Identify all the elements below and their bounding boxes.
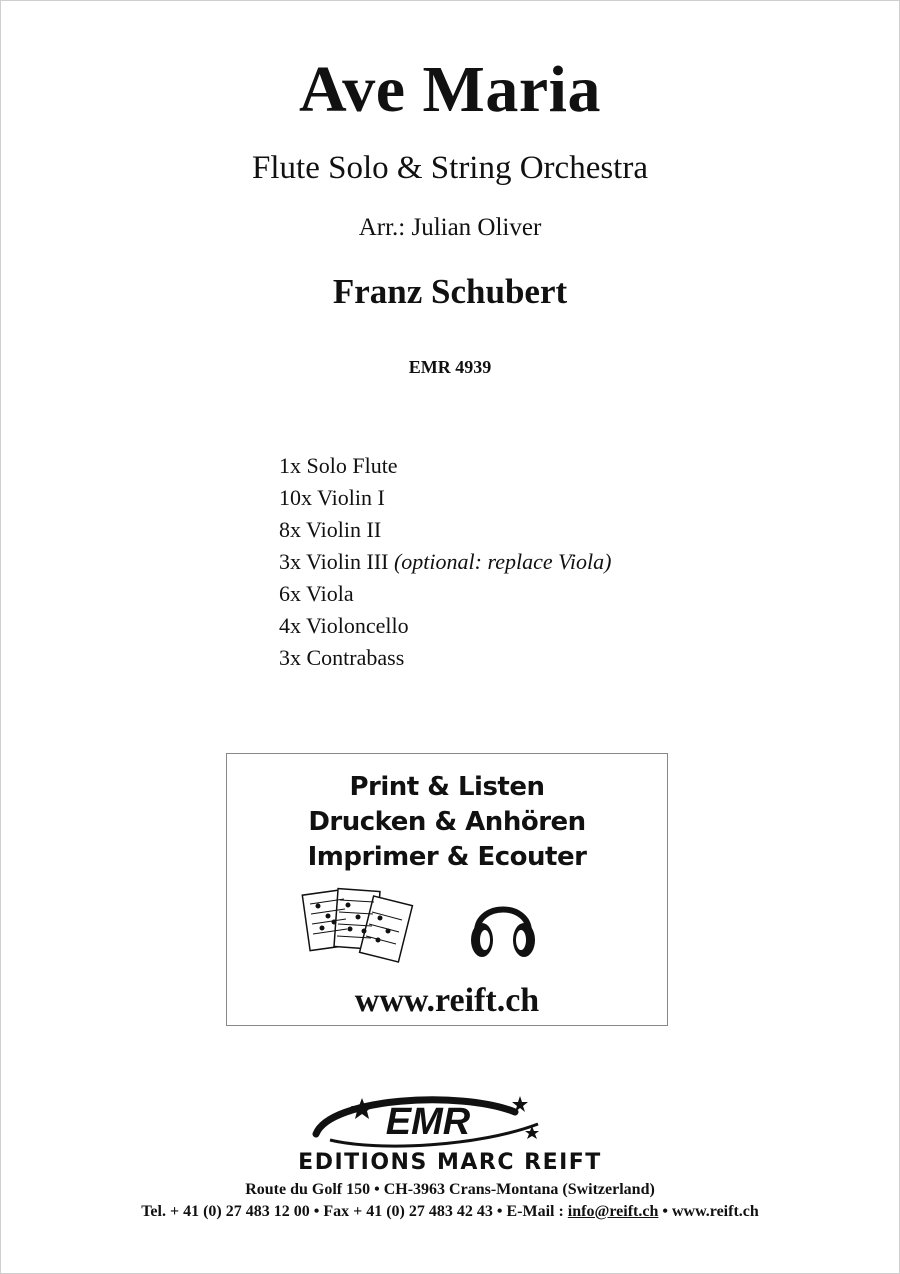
promo-line-french: Imprimer & Ecouter bbox=[307, 842, 587, 872]
list-item: 8x Violin II bbox=[279, 517, 382, 542]
promo-line-german: Drucken & Anhören bbox=[308, 807, 586, 837]
instrumentation-list bbox=[279, 450, 611, 674]
publisher-contact: Tel. + 41 (0) 27 483 12 00 • Fax + 41 (0) 27 483 42 43 • E-Mail : info@reift.ch • www.reift.ch bbox=[141, 1203, 759, 1220]
sheet-music-icon bbox=[300, 886, 415, 968]
print-listen-box bbox=[226, 753, 668, 1026]
subtitle: Flute Solo & String Orchestra bbox=[252, 150, 648, 186]
arranger: Arr.: Julian Oliver bbox=[358, 214, 542, 241]
email-link[interactable]: info@reift.ch bbox=[567, 1203, 659, 1220]
catalog-number: EMR 4939 bbox=[408, 357, 492, 377]
headphones-icon bbox=[467, 892, 539, 964]
composer: Franz Schubert bbox=[332, 272, 568, 311]
page-title: Ave Maria bbox=[299, 53, 601, 126]
optional-note: (optional: replace Viola) bbox=[393, 549, 612, 574]
list-item: 3x Contrabass bbox=[279, 645, 405, 670]
list-item: 3x Violin III (optional: replace Viola) bbox=[279, 549, 612, 574]
list-item: 4x Violoncello bbox=[279, 613, 409, 638]
list-item: 6x Viola bbox=[279, 581, 354, 606]
emr-logo bbox=[310, 1090, 550, 1150]
logo-text: EMR bbox=[385, 1101, 471, 1143]
publisher-address: Route du Golf 150 • CH-3963 Crans-Montana (Switzerland) bbox=[245, 1181, 655, 1198]
promo-line-english: Print & Listen bbox=[349, 772, 545, 802]
publisher-name: EDITIONS MARC REIFT bbox=[298, 1150, 602, 1175]
list-item: 10x Violin I bbox=[279, 485, 385, 510]
promo-url[interactable]: www.reift.ch bbox=[354, 982, 540, 1019]
list-item: 1x Solo Flute bbox=[279, 453, 398, 478]
